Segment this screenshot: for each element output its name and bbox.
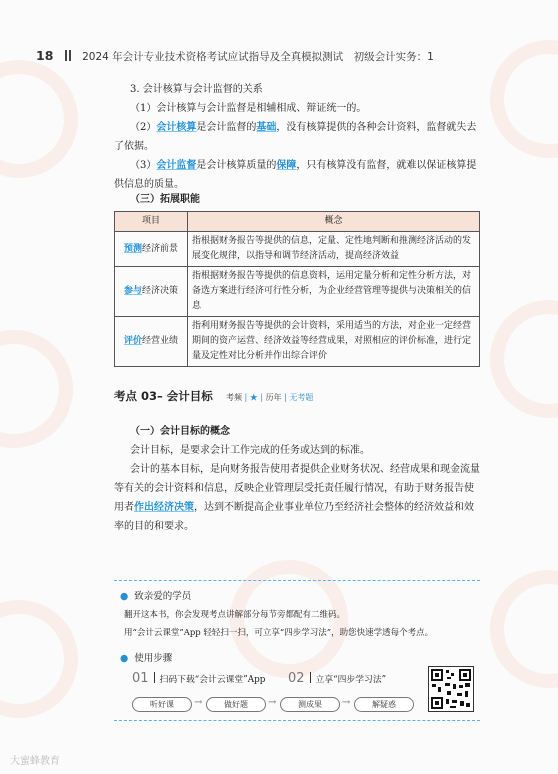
page-header xyxy=(36,48,434,64)
step-2: 02 立享“四步学习法” xyxy=(288,671,387,686)
topic-title: 考点 03– 会计目标 xyxy=(114,389,213,403)
header-divider xyxy=(69,50,71,61)
pill-test[interactable]: 测成果 xyxy=(280,697,340,712)
item-cell: 预测经济前景 xyxy=(115,232,188,267)
subsection-heading: （一）会计目标的概念 xyxy=(130,426,230,437)
table-header-row xyxy=(115,212,480,232)
watermark-logo: 大蜜蜂教育 xyxy=(10,756,60,767)
paragraph: （3）会计监督是会计核算质量的保障，只有核算没有监督，就难以保证核算提供信息的质量。 xyxy=(114,160,477,190)
bullet-icon: ● xyxy=(120,653,129,664)
concept-cell: 指利用财务报告等提供的会计资料，采用适当的方法，对企业一定经营期间的资产运营、经济效益等经营成果，对照相应的评价标准，进行定量及定性对比分析并作出综合评价 xyxy=(188,317,480,367)
pill-listen[interactable]: 听好课 xyxy=(132,697,192,712)
arrow-icon: → xyxy=(268,697,277,708)
bullet-icon: ● xyxy=(120,591,129,602)
promo-greeting: ● 致亲爱的学员 xyxy=(120,591,192,602)
table-row xyxy=(115,317,480,367)
pill-practice[interactable]: 做好题 xyxy=(206,697,266,712)
highlight-term: 保障 xyxy=(276,160,297,171)
pill-qa[interactable]: 解疑惑 xyxy=(354,697,414,712)
section-heading: 3. 会计核算与会计监督的关系 xyxy=(130,84,263,95)
qr-code-icon[interactable] xyxy=(428,666,474,712)
item-cell: 评价经营业绩 xyxy=(115,317,188,367)
table-header-cell: 概念 xyxy=(188,212,480,232)
arrow-icon: → xyxy=(342,697,351,708)
highlight-term: 基础 xyxy=(256,122,277,133)
step-1: 01 扫码下载“会计云课堂”App xyxy=(132,671,266,686)
steps-heading: ● 使用步骤 xyxy=(120,653,173,664)
dashed-divider xyxy=(114,580,480,581)
freq-star-icon: ★ xyxy=(249,393,258,402)
concept-cell: 指根据财务报告等提供的信息资料，运用定量分析和定性分析方法，对备选方案进行经济可行性分析，为企业经营管理等提供与决策相关的信息 xyxy=(188,267,480,317)
watermark-ring xyxy=(0,330,73,448)
promo-line: 用“会计云课堂”App 轻轻扫一扫，可立享“四步学习法”，助您快速学透每个考点。 xyxy=(124,628,434,638)
highlight-term: 会计监督 xyxy=(156,160,197,171)
highlight-term: 会计核算 xyxy=(156,122,197,133)
promo-line: 翻开这本书，你会发现考点讲解部分每节旁都配有二维码。 xyxy=(124,610,346,620)
arrow-icon: → xyxy=(194,697,203,708)
dashed-divider xyxy=(114,720,480,721)
table-row xyxy=(115,232,480,267)
header-divider xyxy=(65,50,67,61)
concept-cell: 指根据财务报告等提供的信息，定量、定性地判断和推测经济活动的发展变化规律，以指导和调节经济活动，提高经济效益 xyxy=(188,232,480,267)
watermark-ring xyxy=(490,40,558,158)
watermark-ring xyxy=(490,300,558,418)
topic-meta: 考频 | ★ | 历年 | 无考题 xyxy=(226,393,314,402)
watermark-ring xyxy=(0,600,78,718)
paragraph: （1）会计核算与会计监督是相辅相成、辩证统一的。 xyxy=(130,103,367,114)
paragraph: 会计目标，是要求会计工作完成的任务或达到的标准。 xyxy=(130,445,370,456)
item-cell: 参与经济决策 xyxy=(115,267,188,317)
functions-table xyxy=(114,211,480,367)
subsection-heading: （三）拓展职能 xyxy=(130,194,200,205)
watermark-ring xyxy=(490,570,558,688)
page-number: 18 xyxy=(36,48,54,63)
watermark-ring xyxy=(0,60,78,178)
highlight-term: 作出经济决策 xyxy=(134,502,194,513)
paragraph: （2）会计核算是会计监督的基础，没有核算提供的各种会计资料，监督就失去了依据。 xyxy=(114,122,477,152)
table-header-cell: 项目 xyxy=(115,212,188,232)
table-row xyxy=(115,267,480,317)
paragraph: 会计的基本目标，是向财务报告使用者提供企业财务状况、经营成果和现金流量等有关的会计资料和信息，反映企业管理层受托责任履行情况，有助于财务报告使用者作出经济决策，达到不断提高企业事业单位乃至经济社会整体的经济效益和效率的目的和要求。 xyxy=(114,464,480,532)
running-title: 2024 年会计专业技术资格考试应试指导及全真模拟测试 初级会计实务：1 xyxy=(82,51,434,63)
